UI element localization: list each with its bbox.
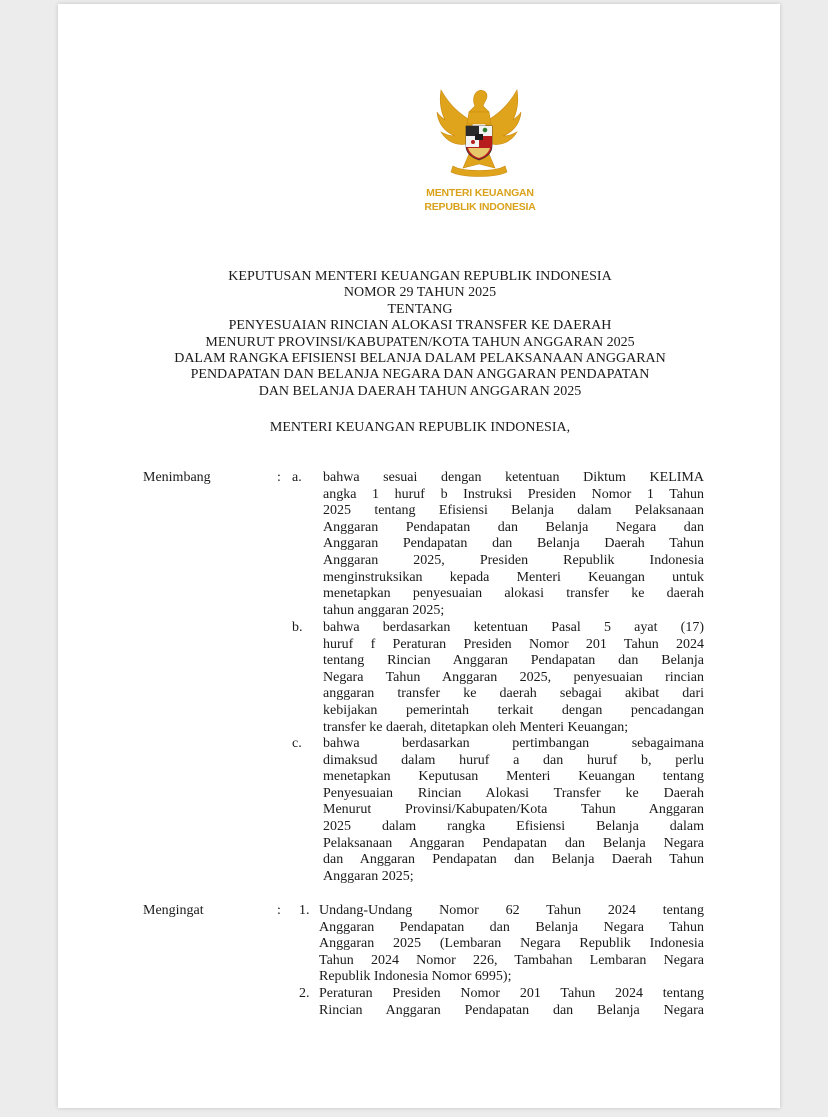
item-marker: b. [292, 620, 303, 635]
item-marker: 1. [299, 903, 310, 918]
menimbang-colon: : [277, 470, 281, 485]
text-line: Tahun 2024 Nomor 226, Tambahan Lembaran Negara [319, 952, 704, 968]
text-line: Peraturan Presiden Nomor 201 Tahun 2024 tentang [319, 986, 704, 1001]
text-line: Anggaran 2025, Presiden Republik Indonesia [323, 552, 704, 568]
text-line: menetapkan Keputusan Menteri Keuangan tentang [323, 769, 704, 785]
title-line: DALAM RANGKA EFISIENSI BELANJA DALAM PELAKSANAAN ANGGARAN [174, 351, 666, 367]
text-line: dan Anggaran Pendapatan dan Belanja Daerah Tahun [323, 852, 704, 868]
text-line: 2025 tentang Efisiensi Belanja dalam Pelaksanaan [323, 503, 704, 519]
document-page [58, 4, 780, 1108]
issuer-name [398, 186, 562, 214]
mengingat-colon: : [277, 903, 281, 918]
text-line: angka 1 huruf b Instruksi Presiden Nomor 1 Tahun [323, 486, 704, 502]
menimbang-item-b [323, 620, 704, 736]
text-line: Menurut Provinsi/Kabupaten/Kota Tahun Anggaran [323, 802, 704, 818]
issuer-line-2: REPUBLIK INDONESIA [424, 201, 536, 213]
mengingat-item-1 [319, 903, 704, 986]
text-line: Anggaran 2025 (Lembaran Negara Republik Indonesia [319, 936, 704, 952]
text-line: Anggaran Pendapatan dan Belanja Daerah Tahun [323, 536, 704, 552]
text-line: Rincian Anggaran Pendapatan dan Belanja Negara [319, 1002, 704, 1018]
text-line: kebijakan pemerintah terkait dengan pencadangan [323, 702, 704, 718]
text-line: Anggaran 2025; [323, 868, 414, 884]
text-line: bahwa sesuai dengan ketentuan Diktum KELIMA [323, 470, 704, 485]
text-line: bahwa berdasarkan ketentuan Pasal 5 ayat (17) [323, 620, 704, 635]
text-line: Undang-Undang Nomor 62 Tahun 2024 tentang [319, 903, 704, 918]
item-marker: c. [292, 736, 302, 751]
text-line: tahun anggaran 2025; [323, 602, 445, 618]
text-line: Anggaran Pendapatan dan Belanja Negara dan [323, 519, 704, 535]
text-line: Penyesuaian Rincian Alokasi Transfer ke Daerah [323, 785, 704, 801]
text-line: tentang Rincian Anggaran Pendapatan dan Belanja [323, 653, 704, 669]
issuer-line-1: MENTERI KEUANGAN [426, 187, 534, 199]
title-line: KEPUTUSAN MENTERI KEUANGAN REPUBLIK INDONESIA [228, 269, 612, 284]
text-line: dimaksud dalam huruf a dan huruf b, perlu [323, 752, 704, 768]
text-line: menetapkan penyesuaian alokasi transfer ke daerah [323, 586, 704, 602]
title-line: NOMOR 29 TAHUN 2025 [343, 285, 497, 301]
text-line: bahwa berdasarkan pertimbangan sebagaimana [323, 736, 704, 751]
text-line: Anggaran Pendapatan dan Belanja Negara Tahun [319, 919, 704, 935]
menimbang-item-c [323, 736, 704, 885]
mengingat-item-2 [319, 986, 704, 1019]
decree-title [100, 269, 740, 400]
text-line: anggaran transfer ke daerah sebagai akibat dari [323, 686, 704, 702]
text-line: 2025 dalam rangka Efisiensi Belanja dalam [323, 818, 704, 834]
minister-heading: MENTERI KEUANGAN REPUBLIK INDONESIA, [269, 420, 571, 435]
mengingat-label: Mengingat [143, 903, 204, 918]
text-line: Pelaksanaan Anggaran Pendapatan dan Belanja Negara [323, 835, 704, 851]
menimbang-item-a [323, 470, 704, 619]
text-line: Republik Indonesia Nomor 6995); [319, 969, 512, 985]
title-line: PENYESUAIAN RINCIAN ALOKASI TRANSFER KE DAERAH [228, 318, 612, 334]
item-marker: a. [292, 470, 302, 485]
title-line: TENTANG [387, 301, 453, 317]
item-marker: 2. [299, 986, 310, 1001]
title-line: PENDAPATAN DAN BELANJA NEGARA DAN ANGGARAN PENDAPATAN [190, 367, 650, 383]
title-line: DAN BELANJA DAERAH TAHUN ANGGARAN 2025 [258, 383, 582, 399]
title-line: MENURUT PROVINSI/KABUPATEN/KOTA TAHUN ANGGARAN 2025 [205, 334, 635, 350]
text-line: Negara Tahun Anggaran 2025, penyesuaian rincian [323, 669, 704, 685]
text-line: huruf f Peraturan Presiden Nomor 201 Tahun 2024 [323, 636, 704, 652]
menimbang-label: Menimbang [143, 470, 211, 485]
text-line: transfer ke daerah, ditetapkan oleh Menteri Keuangan; [323, 719, 629, 735]
garuda-emblem-icon [433, 82, 525, 182]
text-line: menginstruksikan kepada Menteri Keuangan untuk [323, 569, 704, 585]
